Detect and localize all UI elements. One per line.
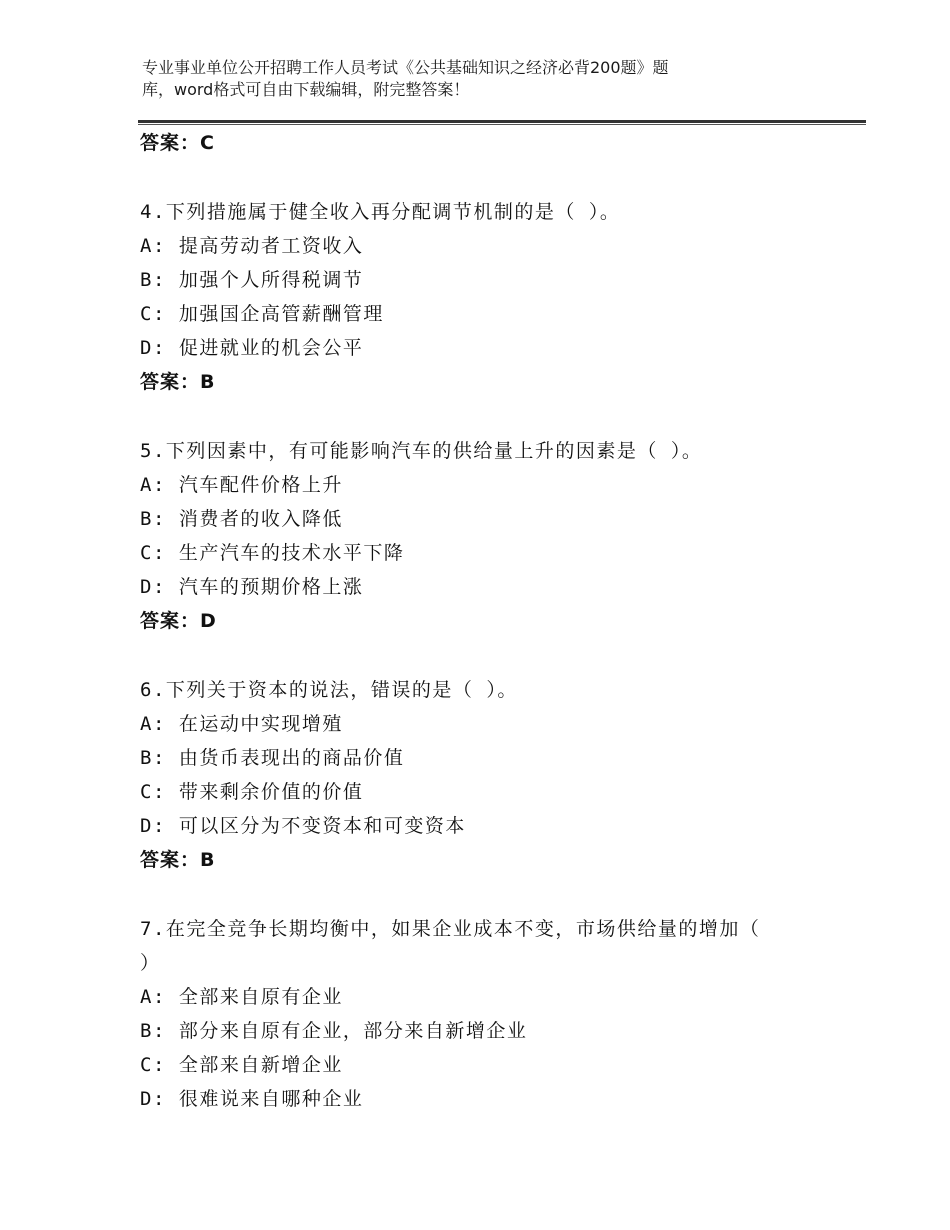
option-d: D: 很难说来自哪种企业 (140, 1088, 364, 1110)
answer-q6: 答案：B (140, 849, 216, 871)
question-6 (140, 673, 820, 843)
option-d: D: 可以区分为不变资本和可变资本 (140, 815, 466, 837)
option-d: D: 汽车的预期价格上涨 (140, 576, 364, 598)
option-a: A: 在运动中实现增殖 (140, 713, 343, 735)
question-stem: 6.下列关于资本的说法，错误的是（ ）。 (140, 679, 518, 701)
answer-q4: 答案：B (140, 371, 216, 393)
header-divider-thin (138, 124, 866, 125)
option-c: C: 全部来自新增企业 (140, 1054, 343, 1076)
answer-q3: 答案：C (140, 132, 215, 154)
option-c: C: 带来剩余价值的价值 (140, 781, 364, 803)
option-b: B: 部分来自原有企业，部分来自新增企业 (140, 1020, 528, 1042)
option-b: B: 加强个人所得税调节 (140, 269, 364, 291)
question-stem: 4.下列措施属于健全收入再分配调节机制的是（ ）。 (140, 201, 621, 223)
document-header (142, 57, 782, 101)
option-a: A: 提高劳动者工资收入 (140, 235, 364, 257)
header-divider-thick (138, 120, 866, 123)
header-line-1: 专业事业单位公开招聘工作人员考试《公共基础知识之经济必背200题》题 (142, 58, 669, 77)
option-a: A: 汽车配件价格上升 (140, 474, 343, 496)
option-d: D: 促进就业的机会公平 (140, 337, 364, 359)
question-stem: 7.在完全竞争长期均衡中，如果企业成本不变，市场供给量的增加（ (140, 918, 761, 940)
question-stem-continued: ） (140, 952, 161, 974)
option-c: C: 生产汽车的技术水平下降 (140, 542, 405, 564)
question-7 (140, 912, 820, 1116)
header-line-2: 库，word格式可自由下载编辑，附完整答案！ (142, 80, 470, 99)
option-b: B: 消费者的收入降低 (140, 508, 343, 530)
question-4 (140, 195, 820, 365)
option-c: C: 加强国企高管薪酬管理 (140, 303, 384, 325)
answer-q5: 答案：D (140, 610, 217, 632)
question-5 (140, 434, 820, 604)
question-stem: 5.下列因素中，有可能影响汽车的供给量上升的因素是（ ）。 (140, 440, 703, 462)
option-b: B: 由货币表现出的商品价值 (140, 747, 405, 769)
option-a: A: 全部来自原有企业 (140, 986, 343, 1008)
